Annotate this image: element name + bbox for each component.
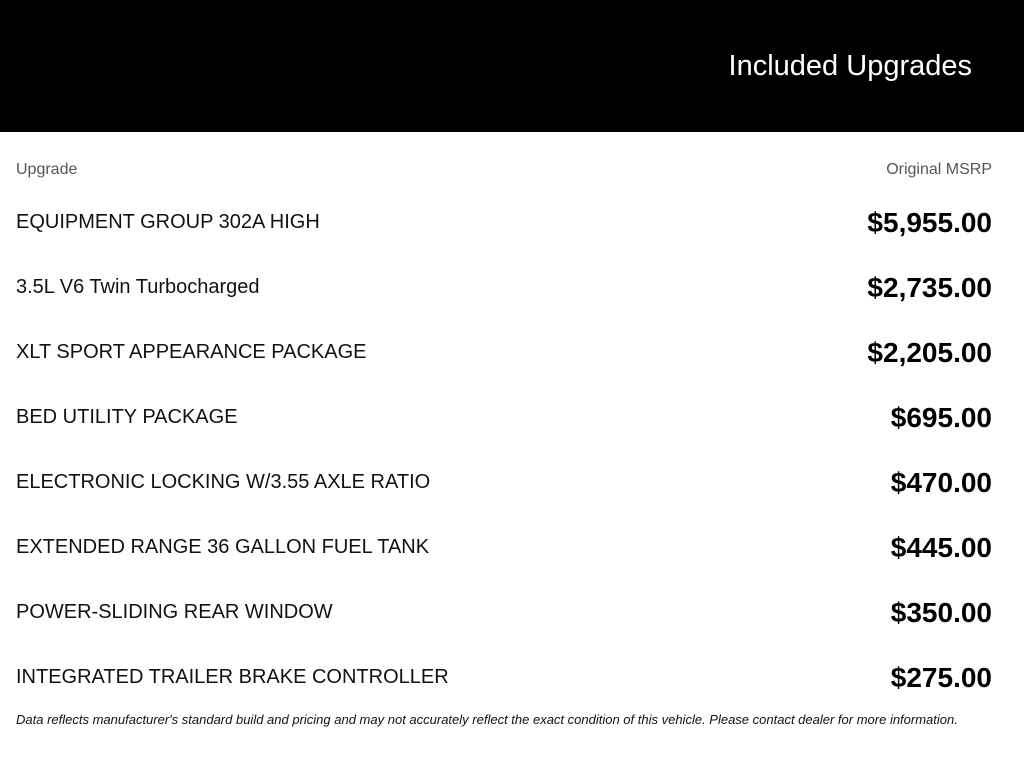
disclaimer-text: Data reflects manufacturer's standard build and pricing and may not accurately reflect the exact condition of this vehicle. Please contact dealer for more information. [16, 712, 958, 727]
table-row [16, 255, 992, 320]
upgrade-price: $470.00 [890, 466, 992, 498]
upgrade-name: XLT SPORT APPEARANCE PACKAGE [16, 341, 367, 363]
table-row [16, 450, 992, 515]
page-title: Included Upgrades [728, 50, 972, 82]
upgrade-name: POWER-SLIDING REAR WINDOW [16, 601, 333, 623]
upgrade-price: $350.00 [890, 596, 992, 628]
table-row [16, 385, 992, 450]
upgrade-price: $2,735.00 [867, 271, 992, 303]
upgrades-table [16, 150, 992, 710]
table-row [16, 190, 992, 255]
upgrade-name: ELECTRONIC LOCKING W/3.55 AXLE RATIO [16, 471, 431, 493]
header-banner [0, 0, 1024, 132]
table-row [16, 515, 992, 580]
table-row [16, 580, 992, 645]
upgrade-name: EQUIPMENT GROUP 302A HIGH [16, 211, 320, 233]
upgrade-price: $445.00 [890, 531, 992, 563]
upgrade-price: $5,955.00 [867, 206, 992, 238]
upgrade-name: 3.5L V6 Twin Turbocharged [16, 276, 260, 298]
column-header-upgrade: Upgrade [16, 161, 78, 178]
column-headers [16, 150, 992, 190]
table-row [16, 645, 992, 710]
upgrade-price: $2,205.00 [867, 336, 992, 368]
upgrade-price: $695.00 [890, 401, 992, 433]
upgrade-name: BED UTILITY PACKAGE [16, 406, 238, 428]
upgrade-name: INTEGRATED TRAILER BRAKE CONTROLLER [16, 666, 449, 688]
column-header-msrp: Original MSRP [886, 161, 992, 178]
upgrade-price: $275.00 [890, 661, 992, 693]
upgrade-name: EXTENDED RANGE 36 GALLON FUEL TANK [16, 536, 430, 558]
table-row [16, 320, 992, 385]
